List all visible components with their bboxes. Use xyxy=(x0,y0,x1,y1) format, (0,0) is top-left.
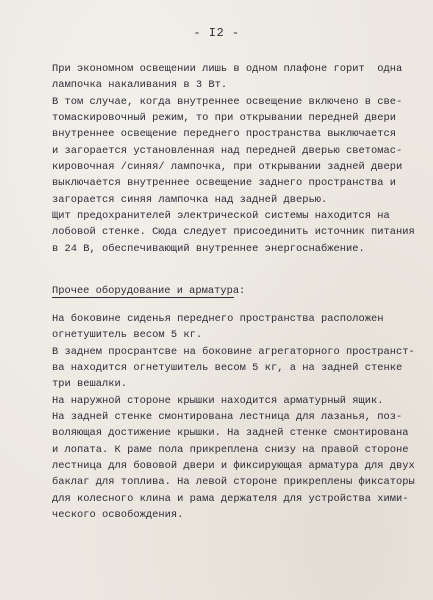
text-line: лобовой стенке. Сюда следует присоединить источник питания xyxy=(52,226,415,239)
text-line: На наружной стороне крышки находится арматурный ящик. xyxy=(52,394,384,407)
text-line: лестница для бововой двери и фиксирующая арматура для двух xyxy=(52,460,415,473)
text-line: ческого освобождения. xyxy=(52,509,184,522)
page-number: - I2 - xyxy=(193,26,240,40)
text-line: томаскировочный режим, то при открывании передней двери xyxy=(52,112,397,125)
text-line: ва находится огнетушитель весом 5 кг, а на задней стенке xyxy=(52,362,403,375)
text-line: огнетушитель весом 5 кг. xyxy=(52,329,203,342)
text-line: три вешалки. xyxy=(52,378,128,391)
text-line: лампочка накаливания в 3 Вт. xyxy=(52,79,228,92)
text-line: для колесного клина и рама держателя для устройства хими- xyxy=(52,492,409,505)
text-line: Щит предохранителей электрической системы находится на xyxy=(52,210,390,223)
section-heading: Прочее оборудование и арматура: xyxy=(52,285,246,297)
text-line: На задней стенке смонтирована лестница для лазанья, поз- xyxy=(52,411,403,424)
heading-underline xyxy=(52,297,234,298)
text-line: и загорается установленная над передней дверью светомас- xyxy=(52,144,403,157)
text-line: В заднем просрантсве на боковине агрегаторного пространст- xyxy=(52,345,415,358)
text-line: кировочная /синяя/ лампочка, при открывании задней двери xyxy=(52,161,403,174)
text-line: в 24 В, обеспечивающий внутреннее энергоснабжение. xyxy=(52,242,365,255)
text-line: загорается синяя лампочка над задней дверью. xyxy=(52,193,328,206)
text-line: При экономном освещении лишь в одном плафоне горит одна xyxy=(52,63,403,75)
text-line: и лопата. К раме пола прикреплена снизу на правой стороне xyxy=(52,443,409,456)
equipment-paragraph xyxy=(52,311,424,523)
text-line: воляющая достижение крышки. На задней стенке смонтирована xyxy=(52,427,409,440)
text-line: выключается внутреннее освещение заднего пространства и xyxy=(52,177,397,190)
text-line: внутреннее освещение переднего пространства выключается xyxy=(52,128,397,141)
text-line: В том случае, когда внутреннее освещение включено в све- xyxy=(52,95,403,108)
text-line: На боковине сиденья переднего пространства расположен xyxy=(52,313,384,325)
lighting-paragraph xyxy=(52,61,424,257)
text-line: баклаг для топлива. На левой стороне прикреплены фиксаторы xyxy=(52,476,415,489)
